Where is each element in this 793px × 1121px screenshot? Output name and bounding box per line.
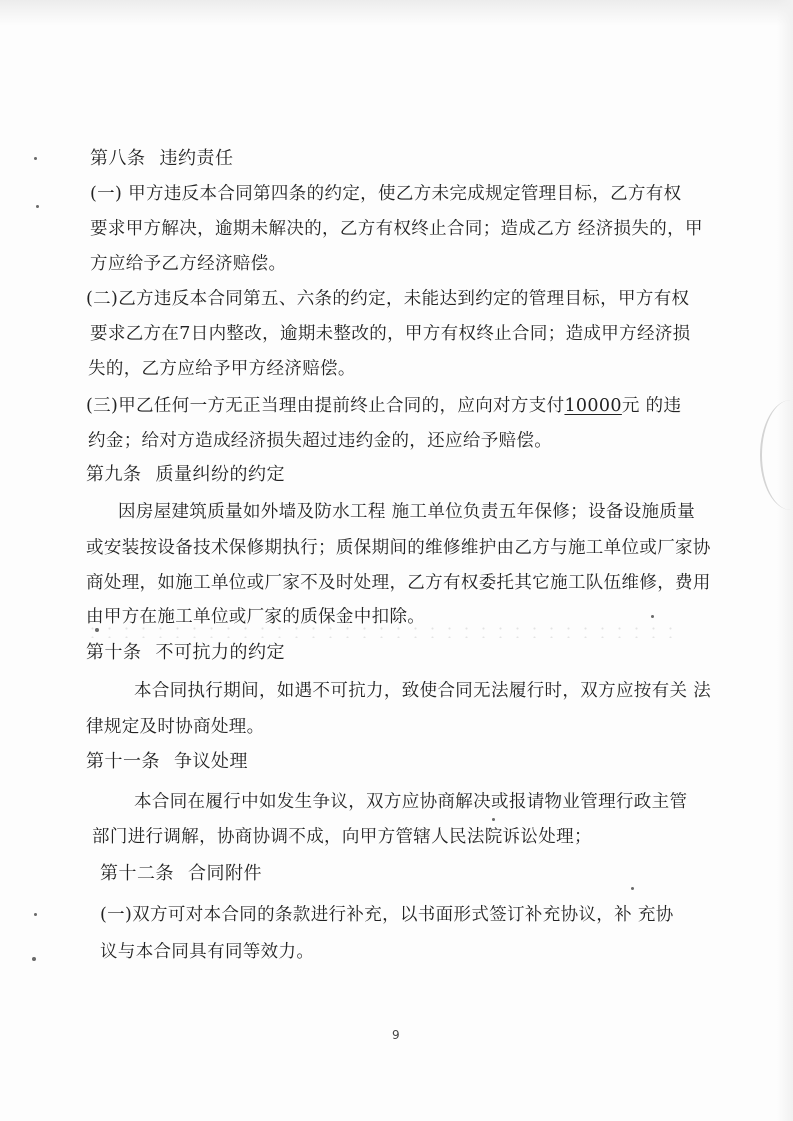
scan-dot — [34, 913, 37, 916]
article-11-number: 第十一条 — [86, 751, 160, 772]
article-12-title: 合同附件 — [188, 863, 262, 884]
paragraph-line: 或安装按设备技术保修期执行；质保期间的维修维护由乙方与施工单位或厂家协 — [86, 538, 711, 558]
article-11-title: 争议处理 — [174, 751, 248, 772]
article-8-title: 违约责任 — [159, 148, 234, 169]
paragraph-line: 本合同执行期间，如遇不可抗力，致使合同无法履行时，双方应按有关 法 — [134, 681, 712, 701]
paragraph-line: (二)乙方违反本合同第五、六条的约定，未能达到约定的管理目标，甲方有权 — [86, 289, 690, 309]
paragraph-line: 要求甲方解决，逾期未解决的，乙方有权终止合同；造成乙方 经济损失的，甲 — [90, 219, 703, 239]
article-12-heading — [100, 862, 262, 886]
article-10-heading — [86, 641, 285, 665]
article-9-title: 质量纠纷的约定 — [155, 464, 285, 485]
paragraph-line: 商处理，如施工单位或厂家不及时处理，乙方有权委托其它施工队伍维修，费用 — [86, 573, 711, 593]
scan-shadow-right — [777, 0, 793, 1121]
article-10-number: 第十条 — [86, 642, 142, 663]
paragraph-line: 约金；给对方造成经济损失超过违约金的，还应给予赔偿。 — [88, 431, 553, 451]
scan-dot — [651, 615, 654, 618]
paragraph-line: 本合同在履行中如发生争议，双方应协商解决或报请物业管理行政主管 — [134, 792, 688, 812]
paragraph-line: 失的，乙方应给予甲方经济赔偿。 — [88, 359, 356, 379]
paragraph-line: (一)双方可对本合同的条款进行补充，以书面形式签订补充协议，补 充协 — [100, 905, 674, 925]
paragraph-line: 要求乙方在7日内整改，逾期未整改的，甲方有权终止合同；造成甲方经济损 — [90, 324, 691, 344]
scan-dot — [492, 818, 495, 821]
scan-shadow-top — [0, 0, 793, 26]
paragraph-line: 议与本合同具有同等效力。 — [100, 942, 315, 962]
article-8-heading — [90, 147, 234, 171]
paragraph-line: 由甲方在施工单位或厂家的质保金中扣除。 — [86, 607, 426, 627]
paragraph-line: 方应给予乙方经济赔偿。 — [90, 254, 287, 274]
article-9-heading — [86, 463, 285, 487]
paragraph-line: 部门进行调解，协商协调不成，向甲方管辖人民法院诉讼处理； — [92, 827, 592, 847]
article-9-number: 第九条 — [86, 464, 142, 485]
article-11-heading — [86, 750, 248, 774]
article-8-number: 第八条 — [90, 148, 146, 169]
article-12-number: 第十二条 — [100, 863, 174, 884]
scan-dot — [36, 205, 39, 208]
paragraph-line: 因房屋建筑质量如外墙及防水工程 施工单位负责五年保修；设备设施质量 — [118, 502, 696, 522]
paragraph-text: (三)甲乙任何一方无正当理由提前终止合同的，应向对方支付 — [86, 396, 565, 416]
scan-dot — [34, 157, 37, 160]
scan-dot — [631, 887, 634, 890]
scan-dot — [32, 957, 36, 961]
penalty-amount: 10000 — [564, 396, 622, 416]
article-10-title: 不可抗力的约定 — [155, 642, 285, 663]
paragraph-line — [86, 394, 681, 418]
page-fold-mark — [760, 400, 793, 510]
paragraph-text: 元 的违 — [621, 396, 682, 416]
page-number: 9 — [392, 1028, 400, 1042]
paragraph-line: (一) 甲方违反本合同第四条的约定，使乙方未完成规定管理目标，乙方有权 — [90, 184, 682, 204]
paragraph-line: 律规定及时协商处理。 — [86, 717, 265, 737]
